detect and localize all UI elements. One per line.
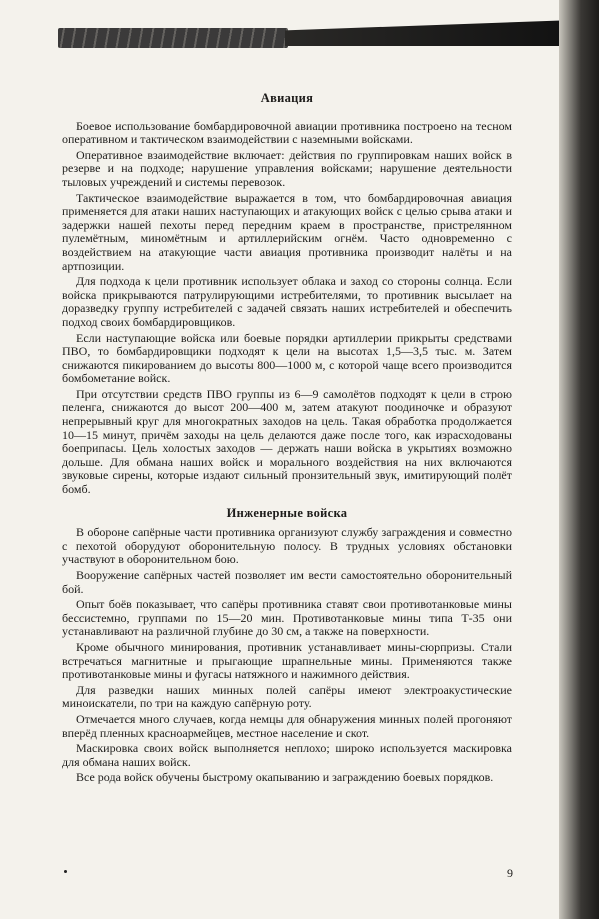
paragraph: Кроме обычного минирования, противник устанавливает мины-сюрпризы. Стали встречаться магнитные и прыгающие шрапнельные мины. Применяются также противотанковые мины и фугасы натяжного и нажимного действия. xyxy=(62,639,512,682)
paragraph: Отмечается много случаев, когда немцы для обнаружения минных полей прогоняют вперёд пленных красноармейцев, местное население и скот. xyxy=(62,711,512,740)
ink-speck xyxy=(64,870,67,873)
scan-damage-mark xyxy=(58,28,288,48)
section-heading-engineers: Инженерные войска xyxy=(226,505,348,520)
section-heading-aviation: Авиация xyxy=(260,91,314,105)
paragraph: Оперативное взаимодействие включает: действия по группировкам наших войск в резерве и на подходе; нарушение управления войсками; нарушение деятельности тыловых учреждений и системы перевозок. xyxy=(62,147,512,189)
paragraph: Для разведки наших минных полей сапёры имеют электроакустические миноискатели, по три на каждую сапёрную роту. xyxy=(62,682,512,711)
scan-damage-shadow xyxy=(285,20,575,46)
page-number: 9 xyxy=(507,866,513,880)
book-spine-shadow xyxy=(559,0,599,919)
paragraph: Если наступающие войска или боевые порядки артиллерии прикрыты средствами ПВО, то бомбардировщики подходят к цели на высотах 1,5—3,5 тыс. м. Затем снижаются пикированием до высоты 800—1000 м, с которой чаще всего производится бомбометание войск. xyxy=(62,330,512,386)
paragraph: Опыт боёв показывает, что сапёры противника ставят свои противотанковые мины бессистемно, группами по 15—20 мин. Противотанковые мины типа Т-35 они устанавливают на различной глубине до 30 см, а также на поверхности. xyxy=(62,597,512,639)
paragraph: При отсутствии средств ПВО группы из 6—9 самолётов подходят к цели в строю пеленга, снижаются до высот 200—400 м, затем атакуют поодиночке и образуют непрерывный круг для многократных заходов на цель. Такая обработка продолжается 10—15 минут, причём заходы на цель делаются даже после того, как израсходованы боеприпасы. Цель холостых заходов — держать наши войска в укрытиях возможно дольше. Для обмана наших войск и морального воздействия на них включаются звуковые сирены, которые издают сильный пронзительный звук, имитирующий полёт бомб. xyxy=(62,386,512,497)
paragraph: Для подхода к цели противник использует облака и заход со стороны солнца. Если войска прикрываются патрулирующими истребителями, то противник высылает на доразведку группу истребителей с задачей связать наших истребителей и обеспечить подход своих бомбардировщиков. xyxy=(62,274,512,329)
paragraph: Тактическое взаимодействие выражается в том, что бомбардировочная авиация применяется для атаки наших наступающих и атакующих войск с целью срыва атаки и задержки нашей пехоты перед передним краем в пространстве, пристрелянном пулемётным, миномётным и артиллерийским огнём. Часто одновременно с воздействием на атакующие части авиация противника производит налёты и на артпозиции. xyxy=(62,190,512,273)
paragraph: Все рода войск обучены быстрому окапыванию и заграждению боевых порядков. xyxy=(76,770,494,785)
page-content xyxy=(62,92,512,787)
paragraph: В обороне сапёрные части противника организуют службу заграждения и совместно с пехотой оборудуют оборонительную полосу. В трудных условиях обстановки участвуют в оборонительном бою. xyxy=(62,525,512,567)
paragraph: Вооружение сапёрных частей позволяет им вести самостоятельно оборонительный бой. xyxy=(62,568,512,596)
paragraph: Маскировка своих войск выполняется неплохо; широко используется маскировка для обмана наших войск. xyxy=(62,741,512,769)
paragraph: Боевое использование бомбардировочной авиации противника построено на тесном оперативном и тактическом взаимодействии с наземными войсками. xyxy=(62,118,512,147)
